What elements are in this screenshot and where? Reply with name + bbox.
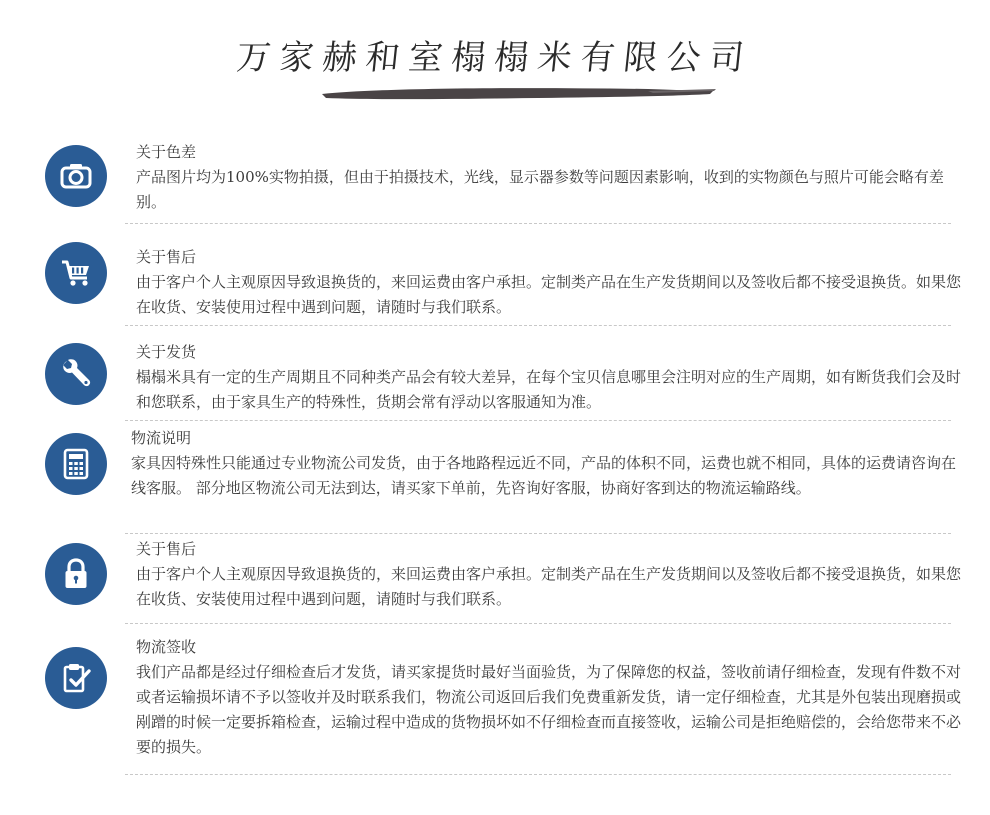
clipboard-check-icon-badge	[45, 647, 107, 709]
clipboard-check-icon	[59, 661, 93, 695]
section-body: 榻榻米具有一定的生产周期且不同种类产品会有较大差异，在每个宝贝信息哪里会注明对应的生产周期，如有断货我们会及时和您联系，由于家具生产的特殊性，货期会常有浮动以客服通知为准。	[136, 368, 962, 411]
section-title: 物流说明	[131, 429, 192, 447]
section-body: 由于客户个人主观原因导致退换货的，来回运费由客户承担。定制类产品在生产发货期间以及签收后都不接受退换货，如果您在收货、安装使用过程中遇到问题，请随时与我们联系。	[136, 565, 962, 608]
dashed-divider	[125, 533, 951, 534]
section-title: 关于售后	[136, 248, 197, 266]
section-title: 物流签收	[136, 638, 197, 656]
camera-icon	[59, 159, 93, 193]
lock-icon-badge	[45, 543, 107, 605]
dashed-divider	[125, 420, 951, 421]
wrench-icon-badge	[45, 343, 107, 405]
dashed-divider	[125, 223, 951, 224]
shopping-cart-icon-badge	[45, 242, 107, 304]
section-title: 关于发货	[136, 343, 197, 361]
shopping-cart-icon	[59, 256, 93, 290]
lock-icon	[59, 557, 93, 591]
section-body: 家具因特殊性只能通过专业物流公司发货，由于各地路程远近不同，产品的体积不同，运费也就不相同，具体的运费请咨询在线客服。 部分地区物流公司无法到达，请买家下单前，先咨询好客服，协商好客到达的物流运输路线。	[131, 454, 957, 497]
dashed-divider	[125, 325, 951, 326]
section-title: 关于售后	[136, 540, 197, 558]
section-body: 由于客户个人主观原因导致退换货的，来回运费由客户承担。定制类产品在生产发货期间以及签收后都不接受退换货。如果您在收货、安装使用过程中遇到问题，请随时与我们联系。	[136, 273, 962, 316]
calculator-icon	[59, 447, 93, 481]
wrench-icon	[59, 357, 93, 391]
section-body: 我们产品都是经过仔细检查后才发货，请买家提货时最好当面验货，为了保障您的权益，签收前请仔细检查，发现有件数不对或者运输损坏请不予以签收并及时联系我们，物流公司返回后我们免费重新发货，请一定仔细检查，尤其是外包装出现磨损或剐蹭的时候一定要拆箱检查，运输过程中造成的货物损坏如不仔细检查而直接签收，运输公司是拒绝赔偿的，会给您带来不必要的损失。	[136, 663, 962, 756]
section-body: 产品图片均为100%实物拍摄，但由于拍摄技术，光线，显示器参数等问题因素影响，收到的实物颜色与照片可能会略有差别。	[136, 168, 944, 211]
company-title: 万家赫和室榻榻米有限公司	[234, 38, 755, 78]
calculator-icon-badge	[45, 433, 107, 495]
dashed-divider	[125, 774, 951, 775]
page-header	[0, 0, 990, 110]
brush-stroke-decoration	[318, 84, 718, 104]
section-title: 关于色差	[136, 143, 197, 161]
camera-icon-badge	[45, 145, 107, 207]
dashed-divider	[125, 623, 951, 624]
